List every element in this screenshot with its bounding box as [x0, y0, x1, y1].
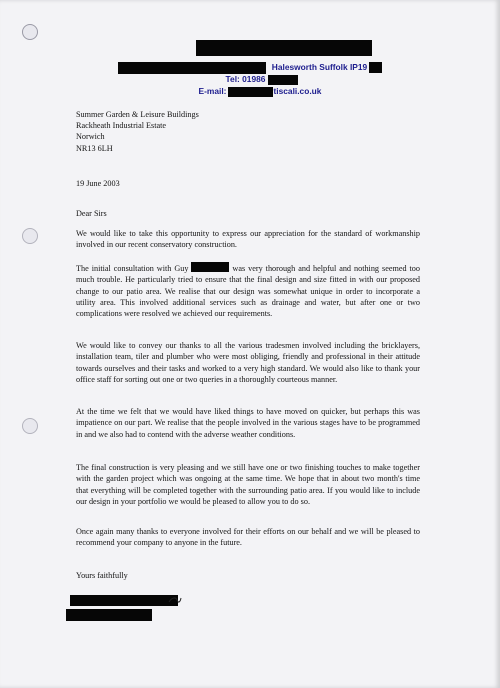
paragraph-4: At the time we felt that we would have liked things to have moved on quicker, but perhaps this was impatience on our part. We realise that the people involved in the various stages have to be programmed in and we also had to contend with the adverse weather conditions. — [76, 407, 420, 439]
letterhead — [0, 40, 500, 97]
redacted-phone — [268, 75, 298, 85]
letterhead-email-label: E-mail: — [198, 86, 227, 96]
recipient-address — [76, 109, 421, 154]
punch-hole-icon — [22, 418, 38, 434]
redacted-email-user — [228, 87, 273, 97]
closing: Yours faithfully — [76, 571, 128, 580]
paragraph-2 — [76, 262, 420, 319]
redacted-printed-name — [66, 609, 152, 621]
paragraph-2-rest: was very thorough and helpful and nothing seemed too much trouble. He particularly tried to ensure that the final design and size fitted in with our proposed change to our patio area. We realise that our design was somewhat unique in order to incorporate a utility area. This involved additional services such as drainage and water, but after one or two complications were resolved we achieved our requirements. — [76, 264, 420, 319]
paragraph-1: We would like to take this opportunity to express our appreciation for the standard of workmanship involved in our recent conservatory construction. — [76, 229, 420, 250]
salutation: Dear Sirs — [76, 209, 107, 218]
signature-scribble-icon — [168, 596, 182, 604]
paragraph-6: Once again many thanks to everyone involved for their efforts on our behalf and we will be pleased to recommend your company to anyone in the future. — [76, 527, 420, 548]
paragraph-2-start: The initial consultation with Guy — [76, 264, 189, 273]
letterhead-address: Halesworth Suffolk IP19 — [271, 62, 368, 72]
punch-hole-icon — [22, 24, 38, 40]
letterhead-email-domain: tiscali.co.uk — [273, 86, 322, 96]
redacted-postcode — [369, 62, 382, 73]
redacted-name — [196, 40, 372, 56]
punch-hole-icon — [22, 228, 38, 244]
paragraph-3: We would like to convey our thanks to all the various tradesmen involved including the bricklayers, installation team, tiler and plumber who were most obliging, friendly and professional in their attitude towards ourselves and their tasks and worked to a very high standard. We would also like to thank your office staff for sorting out one or two queries in a thoroughly courteous manner. — [76, 341, 420, 384]
redacted-address — [118, 62, 266, 74]
letterhead-tel: Tel: 01986 — [225, 74, 266, 84]
address-line: Rackheath Industrial Estate — [76, 121, 167, 131]
redacted-surname — [191, 262, 229, 272]
letter-date: 19 June 2003 — [76, 179, 120, 188]
paragraph-5: The final construction is very pleasing and we still have one or two finishing touches to make together with the garden project which was ongoing at the same time. We hope that in about two month's time that everything will be completed together with the surrounding patio area. If you would like to include our design in your portfolio we would be pleased to allow you to do so. — [76, 463, 420, 506]
address-line: NR13 6LH — [76, 143, 113, 153]
address-line: Norwich — [76, 132, 105, 142]
address-line: Summer Garden & Leisure Buildings — [76, 110, 199, 119]
redacted-signature — [70, 595, 178, 606]
